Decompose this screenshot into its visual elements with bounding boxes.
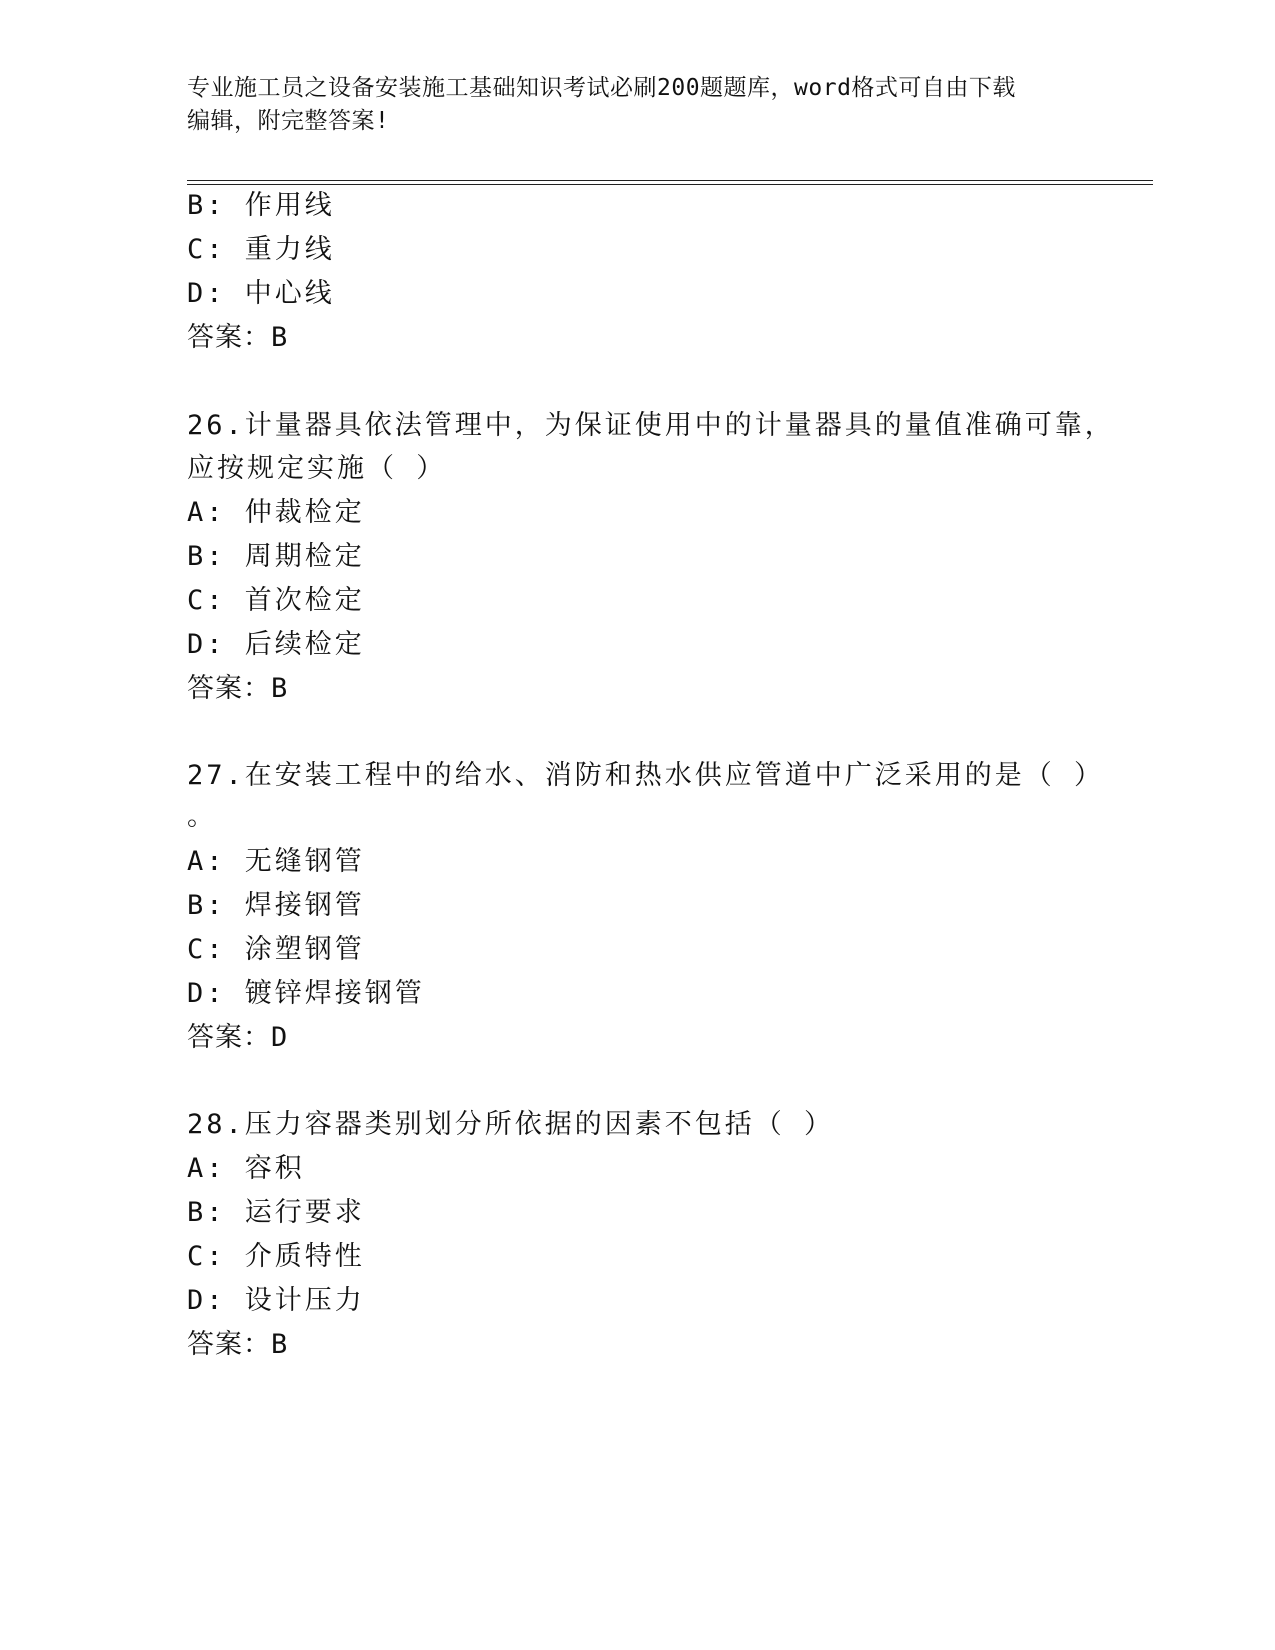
q25-option-b: B: 作用线 [187,190,335,221]
q27-answer: 答案：D [187,1022,289,1053]
q25-option-c: C: 重力线 [187,234,335,265]
q27-option-b: B: 焊接钢管 [187,890,365,921]
q27-option-d: D: 镀锌焊接钢管 [187,978,425,1009]
q27-option-c: C: 涂塑钢管 [187,934,365,965]
q28-stem-line-1: 28.压力容器类别划分所依据的因素不包括（ ） [187,1109,835,1140]
q26-option-d: D: 后续检定 [187,629,365,660]
q25-option-d: D: 中心线 [187,278,335,309]
q27-stem-line-1: 27.在安装工程中的给水、消防和热水供应管道中广泛采用的是（ ） [187,760,1105,791]
q27-stem-line-2: 。 [187,801,217,832]
q25-answer: 答案：B [187,322,289,353]
q28-option-a: A: 容积 [187,1153,305,1184]
header-divider-top [187,180,1153,181]
q26-answer: 答案：B [187,673,289,704]
header-divider-bottom [187,184,1153,185]
q26-stem-line-1: 26.计量器具依法管理中，为保证使用中的计量器具的量值准确可靠， [187,410,1115,441]
q27-option-a: A: 无缝钢管 [187,846,365,877]
q26-option-b: B: 周期检定 [187,541,365,572]
q28-option-c: C: 介质特性 [187,1241,365,1272]
q26-option-a: A: 仲裁检定 [187,497,365,528]
q26-stem-line-2: 应按规定实施（ ） [187,453,447,484]
q26-option-c: C: 首次检定 [187,585,365,616]
header-line-2: 编辑，附完整答案! [187,108,390,134]
q28-option-d: D: 设计压力 [187,1285,365,1316]
header-line-1: 专业施工员之设备安装施工基础知识考试必刷200题题库，word格式可自由下载 [187,75,1016,101]
q28-answer: 答案：B [187,1329,289,1360]
document-header [187,72,1087,138]
q28-option-b: B: 运行要求 [187,1197,365,1228]
